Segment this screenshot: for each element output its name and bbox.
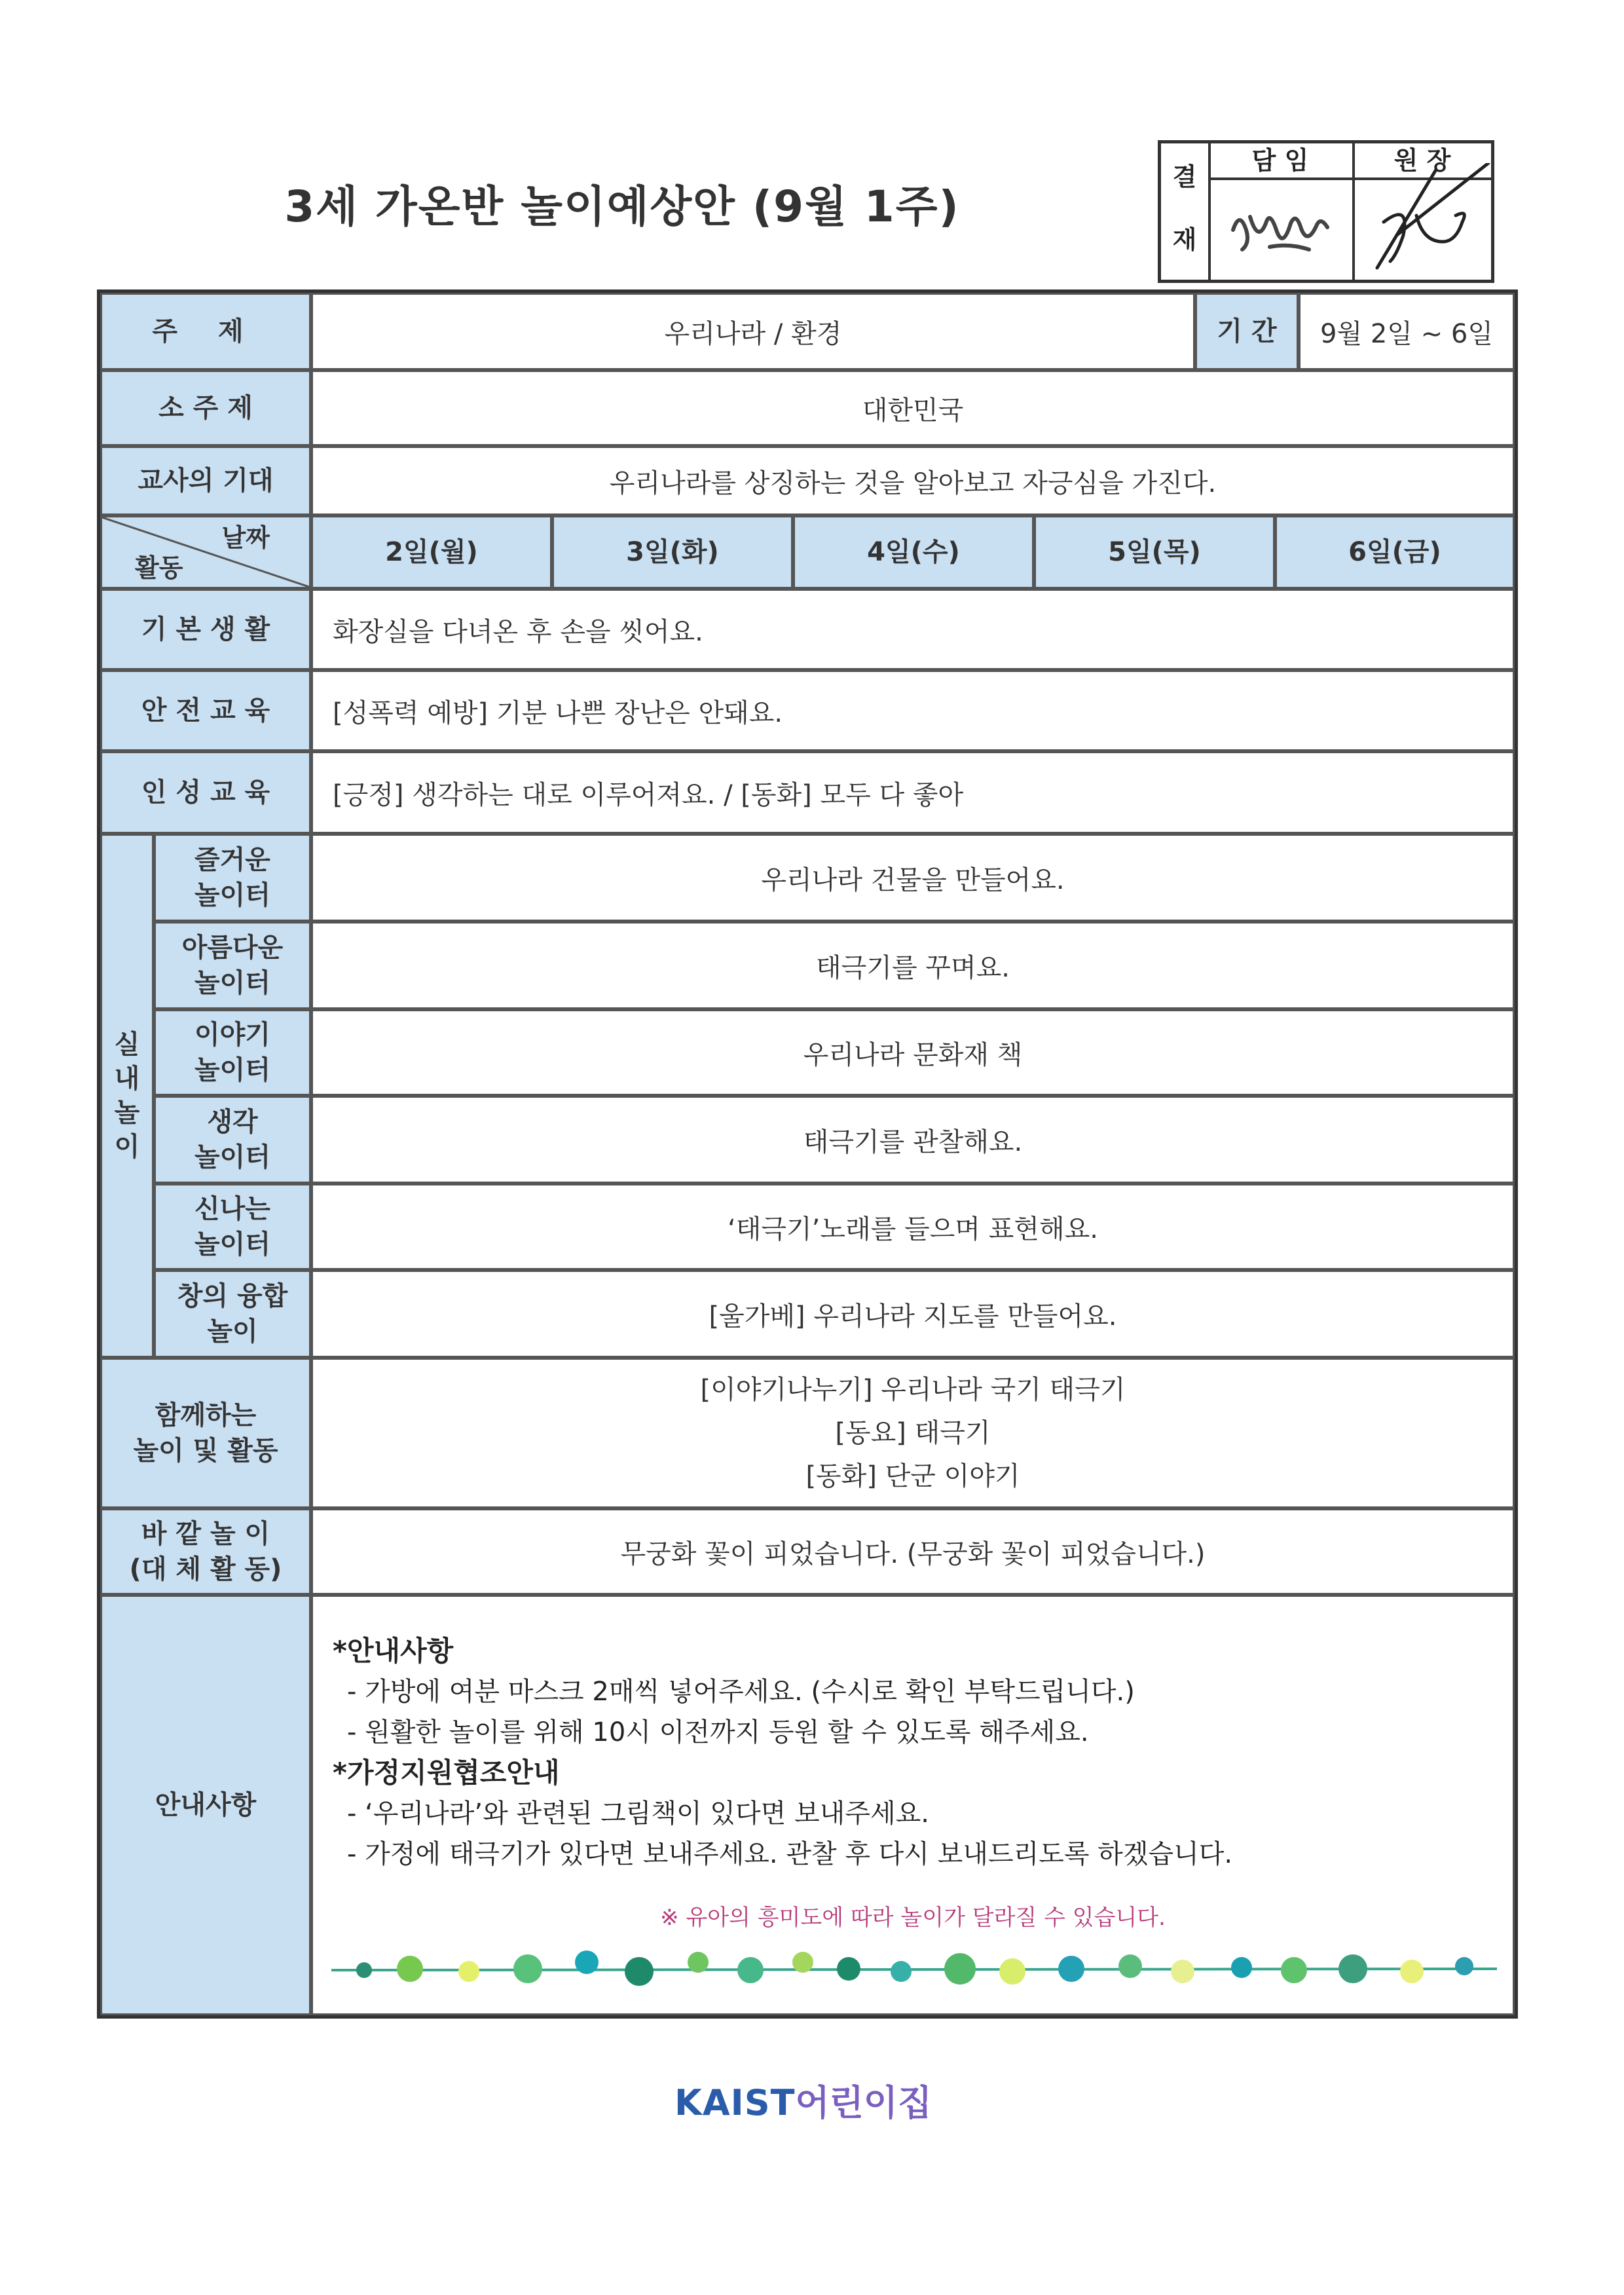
day-header: 3일(화) — [552, 515, 793, 589]
indoor-item-label — [154, 1270, 311, 1358]
logo-daycare: 어린이집 — [795, 2082, 932, 2123]
together-item: [동화] 단군 이야기 — [805, 1461, 1020, 1491]
approval-side-top: 결 — [1172, 162, 1197, 191]
notice-heading: *안내사항 — [333, 1635, 454, 1667]
approval-side — [1161, 143, 1211, 280]
safety-value: [성폭력 예방] 기분 나쁜 장난은 안돼요. — [311, 670, 1515, 751]
subtheme-value: 대한민국 — [311, 370, 1515, 446]
date-activity-corner — [100, 515, 311, 589]
basic-value: 화장실을 다녀온 후 손을 씻어요. — [311, 589, 1515, 670]
label-line: 놀이 및 활동 — [133, 1436, 278, 1466]
indoor-item-value: 태극기를 관찰해요. — [311, 1096, 1515, 1184]
notice-item: - 가정에 태극기가 있다면 보내주세요. 관찰 후 다시 보내드리도록 하겠습니다. — [347, 1839, 1233, 1869]
expectation-value: 우리나라를 상징하는 것을 알아보고 자긍심을 가진다. — [311, 446, 1515, 515]
label-line: 놀이터 — [194, 1055, 270, 1085]
outdoor-label — [100, 1508, 311, 1595]
outdoor-value: 무궁화 꽃이 피었습니다. (무궁화 꽃이 피었습니다.) — [311, 1508, 1515, 1595]
day-header: 4일(수) — [793, 515, 1034, 589]
indoor-char: 놀 — [114, 1098, 140, 1128]
indoor-item-label — [154, 1096, 311, 1184]
teacher-signature — [1224, 184, 1342, 269]
together-item: [동요] 태극기 — [835, 1418, 991, 1448]
approval-teacher-header: 담 임 — [1208, 143, 1355, 180]
subtheme-label: 소 주 제 — [100, 370, 311, 446]
approval-box — [1158, 140, 1494, 283]
indoor-item-label — [154, 922, 311, 1009]
notice-text — [333, 1631, 1232, 1875]
notice-item: - ‘우리나라’와 관련된 그림책이 있다면 보내주세요. — [347, 1799, 929, 1829]
label-line: 생각 — [207, 1107, 258, 1137]
label-line: 놀이 — [207, 1316, 258, 1347]
period-value: 9월 2일 ~ 6일 — [1299, 293, 1515, 370]
indoor-item-label — [154, 834, 311, 922]
approval-side-bottom: 재 — [1172, 225, 1197, 254]
label-line: 즐거운 — [194, 845, 270, 875]
logo-kaist: KAIST — [674, 2082, 796, 2123]
plan-table — [97, 289, 1518, 2019]
character-label: 인 성 교 육 — [100, 751, 311, 834]
theme-label-text: 주 제 — [152, 316, 259, 346]
indoor-item-value: [울가베] 우리나라 지도를 만들어요. — [311, 1270, 1515, 1358]
label-line: 놀이터 — [194, 1142, 270, 1172]
day-header: 5일(목) — [1034, 515, 1275, 589]
indoor-item-value: 우리나라 건물을 만들어요. — [311, 834, 1515, 922]
indoor-item-label — [154, 1009, 311, 1096]
indoor-char: 실 — [114, 1030, 140, 1060]
label-line: 바 깥 놀 이 — [141, 1519, 270, 1549]
together-values — [311, 1358, 1515, 1508]
corner-activity: 활동 — [135, 553, 183, 582]
notice-item: - 원활한 놀이를 위해 10시 이전까지 등원 할 수 있도록 해주세요. — [347, 1717, 1089, 1747]
label-line: 놀이터 — [194, 880, 270, 910]
caution-note: ※ 유아의 흥미도에 따라 놀이가 달라질 수 있습니다. — [660, 1905, 1166, 1931]
indoor-item-value: 우리나라 문화재 책 — [311, 1009, 1515, 1096]
label-line: 놀이터 — [194, 968, 270, 998]
notice-body — [311, 1595, 1515, 2015]
basic-label: 기 본 생 활 — [100, 589, 311, 670]
label-line: 신나는 — [194, 1194, 270, 1224]
indoor-item-value: ‘태극기’노래를 들으며 표현해요. — [311, 1184, 1515, 1270]
notice-label: 안내사항 — [100, 1595, 311, 2015]
together-label — [100, 1358, 311, 1508]
label-line: 창의 융합 — [177, 1281, 288, 1311]
indoor-item-value: 태극기를 꾸며요. — [311, 922, 1515, 1009]
director-signature — [1357, 163, 1495, 281]
indoor-char: 내 — [114, 1064, 140, 1094]
approval-director-header: 원 장 — [1352, 143, 1492, 180]
page-title: 3세 가온반 놀이예상안 (9월 1주) — [284, 181, 960, 232]
together-item: [이야기나누기] 우리나라 국기 태극기 — [700, 1375, 1126, 1405]
corner-date: 날짜 — [221, 523, 270, 552]
notice-item: - 가방에 여분 마스크 2매씩 넣어주세요. (수시로 확인 부탁드립니다.) — [347, 1677, 1135, 1707]
theme-value: 우리나라 / 환경 — [311, 293, 1195, 370]
period-label: 기 간 — [1195, 293, 1299, 370]
expectation-label: 교사의 기대 — [100, 446, 311, 515]
safety-label: 안 전 교 육 — [100, 670, 311, 751]
label-line: (대 체 활 동) — [129, 1554, 282, 1584]
theme-label — [100, 293, 311, 370]
dot-garland-decoration — [331, 1943, 1497, 1995]
label-line: 아름다운 — [181, 933, 284, 963]
label-line: 함께하는 — [155, 1400, 257, 1430]
notice-heading: *가정지원협조안내 — [333, 1757, 560, 1789]
day-header: 2일(월) — [311, 515, 552, 589]
label-line: 놀이터 — [194, 1229, 270, 1259]
label-line: 이야기 — [194, 1020, 270, 1050]
kaist-daycare-logo — [674, 2075, 932, 2125]
day-header: 6일(금) — [1275, 515, 1515, 589]
indoor-play-group-label — [100, 834, 154, 1358]
indoor-char: 이 — [114, 1132, 140, 1162]
indoor-item-label — [154, 1184, 311, 1270]
character-value: [긍정] 생각하는 대로 이루어져요. / [동화] 모두 다 좋아 — [311, 751, 1515, 834]
